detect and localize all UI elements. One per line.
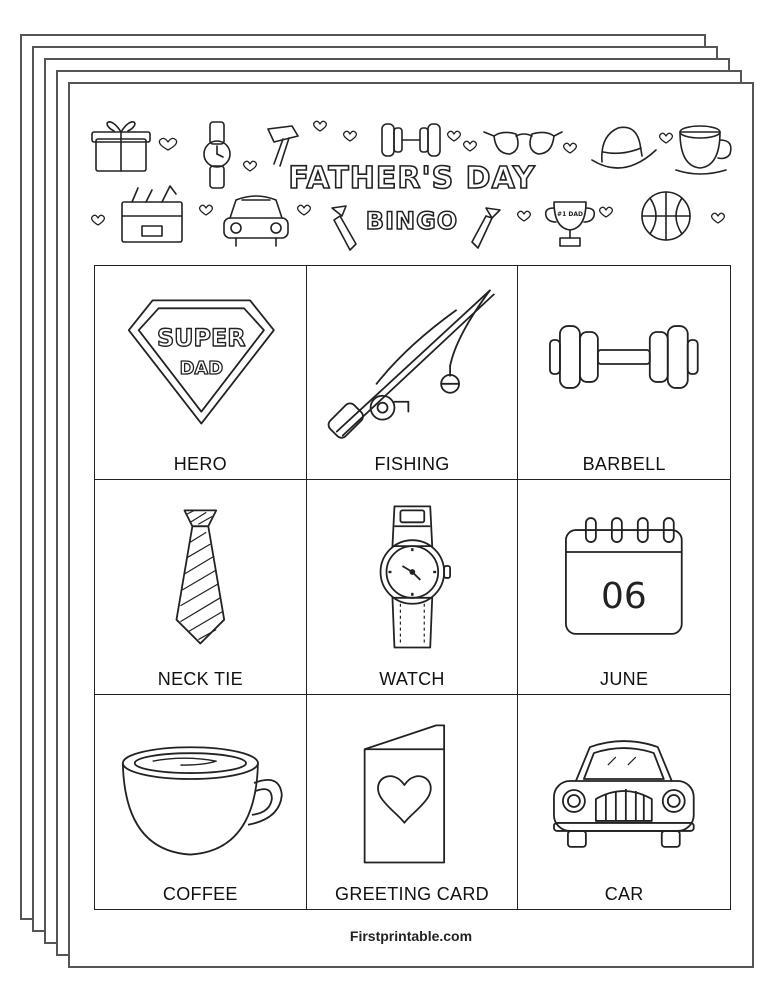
calendar-icon	[518, 480, 730, 660]
title-block	[70, 84, 756, 259]
greeting-card-icon	[307, 695, 518, 875]
bingo-board	[94, 265, 731, 910]
bingo-sheet	[68, 82, 754, 968]
svg-text:06: 06	[601, 576, 648, 618]
svg-text:DAD: DAD	[179, 357, 224, 379]
cell-label: HERO	[173, 454, 227, 475]
barbell-icon	[518, 266, 730, 446]
super-dad-badge-icon	[95, 266, 306, 446]
bingo-cell-car[interactable]	[518, 695, 730, 909]
cell-label: CAR	[604, 883, 644, 904]
bingo-cell-coffee[interactable]	[95, 695, 307, 909]
fishing-rod-icon	[307, 266, 518, 446]
bingo-cell-watch[interactable]	[307, 480, 519, 694]
bingo-cell-fishing[interactable]	[307, 266, 519, 480]
cell-label: FISHING	[374, 454, 450, 475]
coffee-cup-icon	[95, 695, 306, 875]
cell-label: JUNE	[600, 668, 649, 689]
necktie-icon	[95, 480, 306, 660]
cell-label: BARBELL	[582, 454, 666, 475]
cell-label: NECK TIE	[157, 668, 243, 689]
title-line2: BINGO	[365, 207, 459, 235]
svg-text:SUPER: SUPER	[157, 324, 246, 353]
trophy-badge-text: #1 DAD	[557, 211, 583, 218]
cell-label: WATCH	[379, 668, 445, 689]
title-line1: FATHER'S DAY	[288, 161, 536, 196]
bingo-cell-necktie[interactable]	[95, 480, 307, 694]
footer-site: Firstprintable.com	[349, 928, 473, 944]
wristwatch-icon	[307, 480, 518, 660]
cell-label: GREETING CARD	[335, 883, 489, 904]
bingo-cell-barbell[interactable]	[518, 266, 730, 480]
cell-label: COFFEE	[162, 883, 238, 904]
bingo-cell-greeting-card[interactable]	[307, 695, 519, 909]
car-icon	[518, 695, 730, 875]
bingo-cell-june[interactable]	[518, 480, 730, 694]
bingo-cell-hero[interactable]	[95, 266, 307, 480]
